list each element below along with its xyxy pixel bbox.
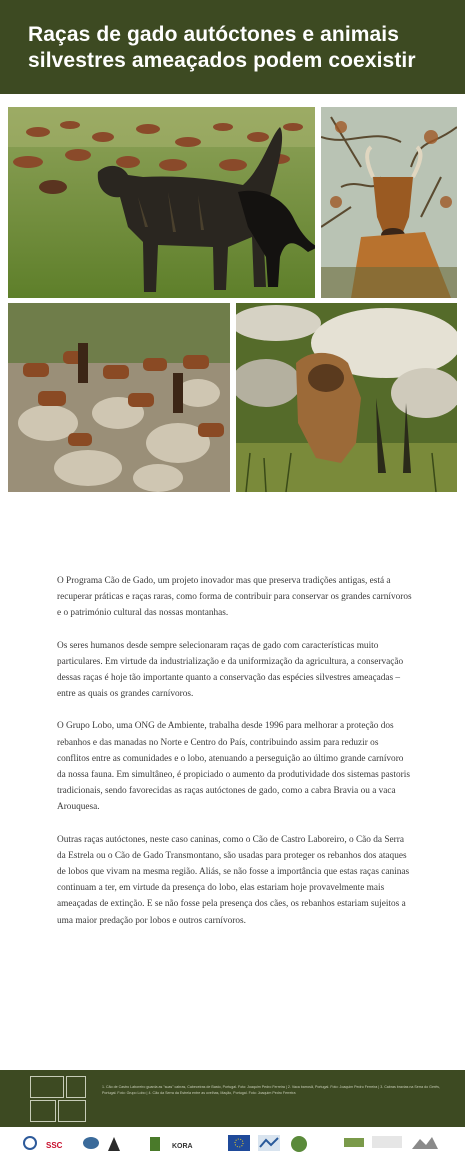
page-title: Raças de gado autóctones e animais silvestres ameaçados podem coexistir — [28, 23, 416, 72]
logo-eu — [228, 1135, 250, 1157]
photo-index-grid — [30, 1076, 86, 1122]
thumb-frame — [58, 1100, 86, 1122]
thumb-frame — [30, 1076, 64, 1098]
logo-3 — [82, 1135, 100, 1157]
photo-credits: 1. Cão de Castro Laboreiro guarda as "suas" cabras, Cabeceiras de Basto, Portugal. Foto: Joaquim Pedro Ferreira | 2. Vaca barrosã, Portugal. Foto: Joaquim Pedro Ferreira | 3. Cabras bravias na Serra do Gerês, Portugal. Foto: Grupo Lobo | 4. Cão da Serra da Estrela entre as ovelhas, Mação, Portugal. Foto: Joaquim Pedro Ferreira — [102, 1085, 440, 1095]
paragraph: O Grupo Lobo, uma ONG de Ambiente, trabalha desde 1996 para melhorar a proteção dos rebanhos e das manadas no Norte e Centro do País, contribuindo assim para reduzir os conflitos entre as comunidades e o lobo, atenuando a perseguição ao último grande carnívoro da nossa fauna. Em simultâneo, é propiciado o aumento da produtividade dos sistemas pastoris tradicionais, sendo favorecidas as raças autóctones de gado, como a cabra Bravia ou a vaca Arouquesa. — [57, 721, 410, 813]
paragraph: O Programa Cão de Gado, um projeto inovador mas que preserva tradições antigas, está a recuperar práticas e raças raras, como forma de contribuir para conservar os grandes carnívoros e o património cultural das nossas montanhas. — [57, 576, 412, 619]
cow-photo — [321, 107, 457, 298]
logo-12 — [412, 1135, 438, 1157]
paragraph: Os seres humanos desde sempre selecionaram raças de gado com características muito particulares. Em virtude da industrialização e da uniformização da agricultura, a conservação dessas raças é hoje tão importante quanto a conservação das espécies silvestres ameaçadas – entre as quais os grandes carnívoros. — [57, 640, 404, 700]
sponsor-logos — [0, 1127, 465, 1163]
paragraph: Outras raças autóctones, neste caso caninas, como o Cão de Castro Laboreiro, o Cão da Serra da Estrela ou o Cão de Gado Transmontano, são usadas para proteger os rebanhos dos ataques de lobos que vivam na mesma região. Aliás, se não fosse a importância que estas raças caninas continuam a ter, em virtude da presença do lobo, elas estariam hoje provavelmente mais ameaçadas de extinção. E se não fosse pela presença dos cães, os rebanhos estariam sujeitos a uma maior predação por lobos e outros carnívoros. — [57, 834, 410, 926]
logo-1 — [22, 1135, 38, 1157]
goat-herd-photo — [8, 303, 230, 492]
footer-band — [0, 1070, 465, 1127]
dog-with-goats-photo — [8, 107, 315, 298]
logo-11 — [372, 1135, 402, 1157]
logo-8 — [258, 1135, 280, 1157]
body-text — [57, 573, 412, 945]
puppy-with-sheep-photo — [236, 303, 457, 492]
logo-ssc: SSC — [46, 1141, 63, 1150]
thumb-frame — [66, 1076, 86, 1098]
logo-5 — [148, 1135, 162, 1157]
logo-4 — [106, 1135, 122, 1157]
logo-9 — [290, 1135, 308, 1157]
logo-kora: KORA — [172, 1143, 193, 1150]
logo-10 — [344, 1135, 364, 1157]
thumb-frame — [30, 1100, 56, 1122]
header-band — [0, 0, 465, 94]
